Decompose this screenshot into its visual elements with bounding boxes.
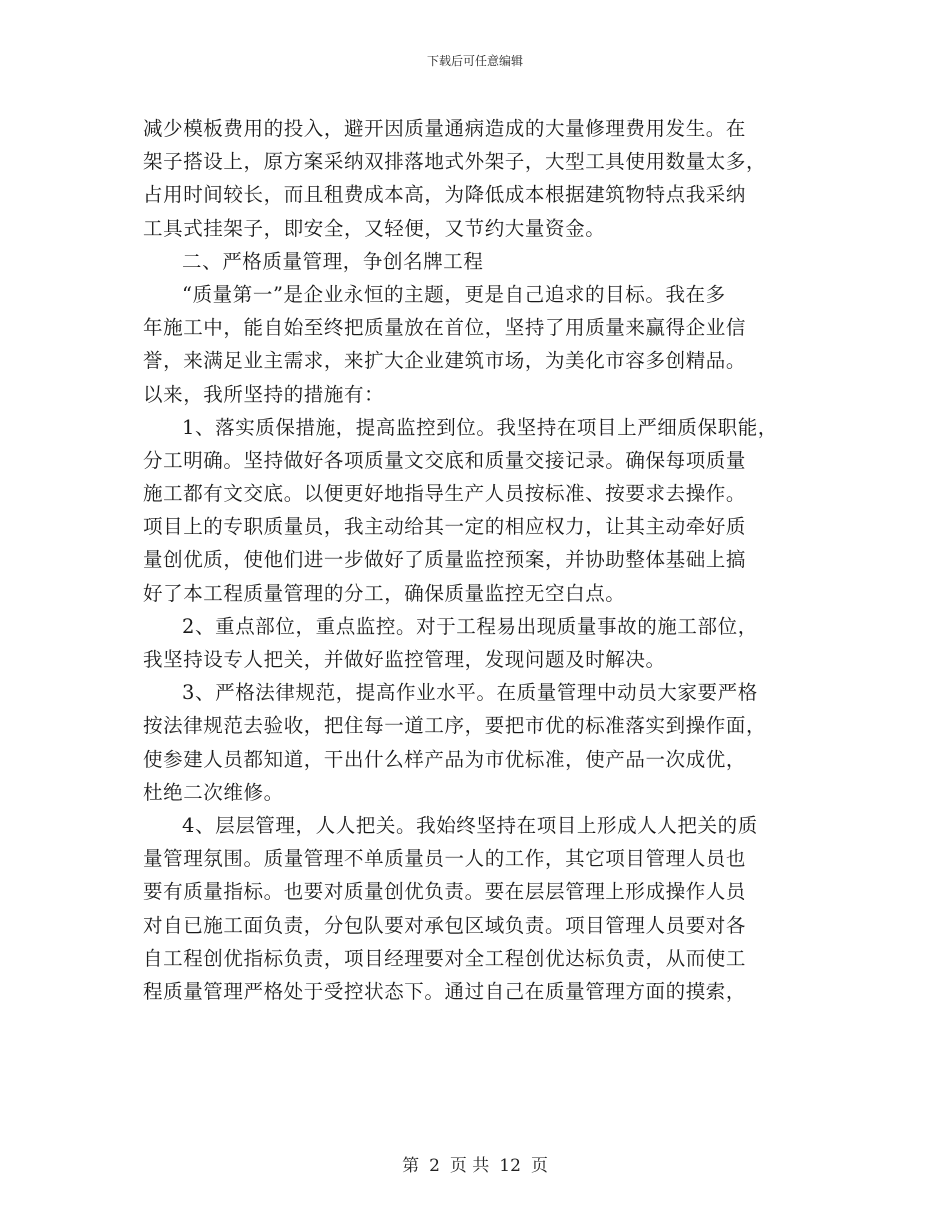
text-line: 好了本工程质量管理的分工，确保质量监控无空白点。 (143, 581, 626, 605)
text-line: 分工明确。坚持做好各项质量文交底和质量交接记录。确保每项质量 (143, 448, 747, 472)
text-line: 使参建人员都知道，干出什么样产品为市优标准，使产品一次成优， (143, 747, 747, 771)
text-line: 2、重点部位，重点监控。对于工程易出现质量事故的施工部位， (182, 614, 758, 638)
text-line: 施工都有文交底。以便更好地指导生产人员按标准、按要求去操作。 (143, 482, 747, 506)
page-label-suffix: 页 (530, 1156, 548, 1176)
page-total: 12 (499, 1156, 521, 1176)
text-line: 年施工中，能自始至终把质量放在首位，坚持了用质量来赢得企业信 (143, 316, 747, 340)
text-line: 按法律规范去验收，把住每一道工序，要把市优的标准落实到操作面， (143, 714, 767, 738)
text-line: 要有质量指标。也要对质量创优负责。要在层层管理上形成操作人员 (143, 880, 747, 904)
page-label-prefix: 第 (402, 1156, 420, 1176)
text-line: 架子搭设上，原方案采纳双排落地式外架子，大型工具使用数量太多， (143, 150, 767, 174)
text-line: 自工程创优指标负责，项目经理要对全工程创优达标负责，从而使工 (143, 946, 747, 970)
section-heading: 二、严格质量管理，争创名牌工程 (182, 249, 484, 273)
text-line: 程质量管理严格处于受控状态下。通过自己在质量管理方面的摸索， (143, 979, 747, 1003)
text-line: 量创优质，使他们进一步做好了质量监控预案，并协助整体基础上搞 (143, 548, 747, 572)
text-line: 1、落实质保措施，提高监控到位。我坚持在项目上严细质保职能， (182, 415, 778, 439)
text-line: 杜绝二次维修。 (143, 780, 284, 804)
text-line: 4、层层管理，人人把关。我始终坚持在项目上形成人人把关的质 (182, 813, 758, 837)
text-line: 我坚持设专人把关，并做好监控管理，发现问题及时解决。 (143, 648, 666, 671)
text-line: 量管理氛围。质量管理不单质量员一人的工作，其它项目管理人员也 (143, 847, 747, 871)
text-line: 减少模板费用的投入，避开因质量通病造成的大量修理费用发生。在 (143, 117, 747, 140)
page-label-mid: 页 共 (449, 1156, 490, 1176)
text-line: 项目上的专职质量员，我主动给其一定的相应权力，让其主动牵好质 (143, 515, 747, 539)
text-line: 工具式挂架子，即安全，又轻便，又节约大量资金。 (143, 216, 606, 240)
text-line: 占用时间较长，而且租费成本高，为降低成本根据建筑物特点我采纳 (143, 183, 747, 207)
text-line: 对自已施工面负责，分包队要对承包区域负责。项目管理人员要对各 (143, 913, 747, 937)
page-footer (0, 1155, 950, 1177)
text-line: 誉，来满足业主需求，来扩大企业建筑市场，为美化市容多创精品。 (143, 349, 747, 373)
page-header: 下载后可任意编辑 (426, 54, 523, 68)
text-line: 以来，我所坚持的措施有： (143, 382, 385, 406)
text-line: “质量第一”是企业永恒的主题，更是自己追求的目标。我在多 (182, 282, 726, 306)
document-body (143, 112, 823, 1008)
page-number: 2 (429, 1156, 440, 1176)
text-line: 3、严格法律规范，提高作业水平。在质量管理中动员大家要严格 (182, 681, 758, 705)
